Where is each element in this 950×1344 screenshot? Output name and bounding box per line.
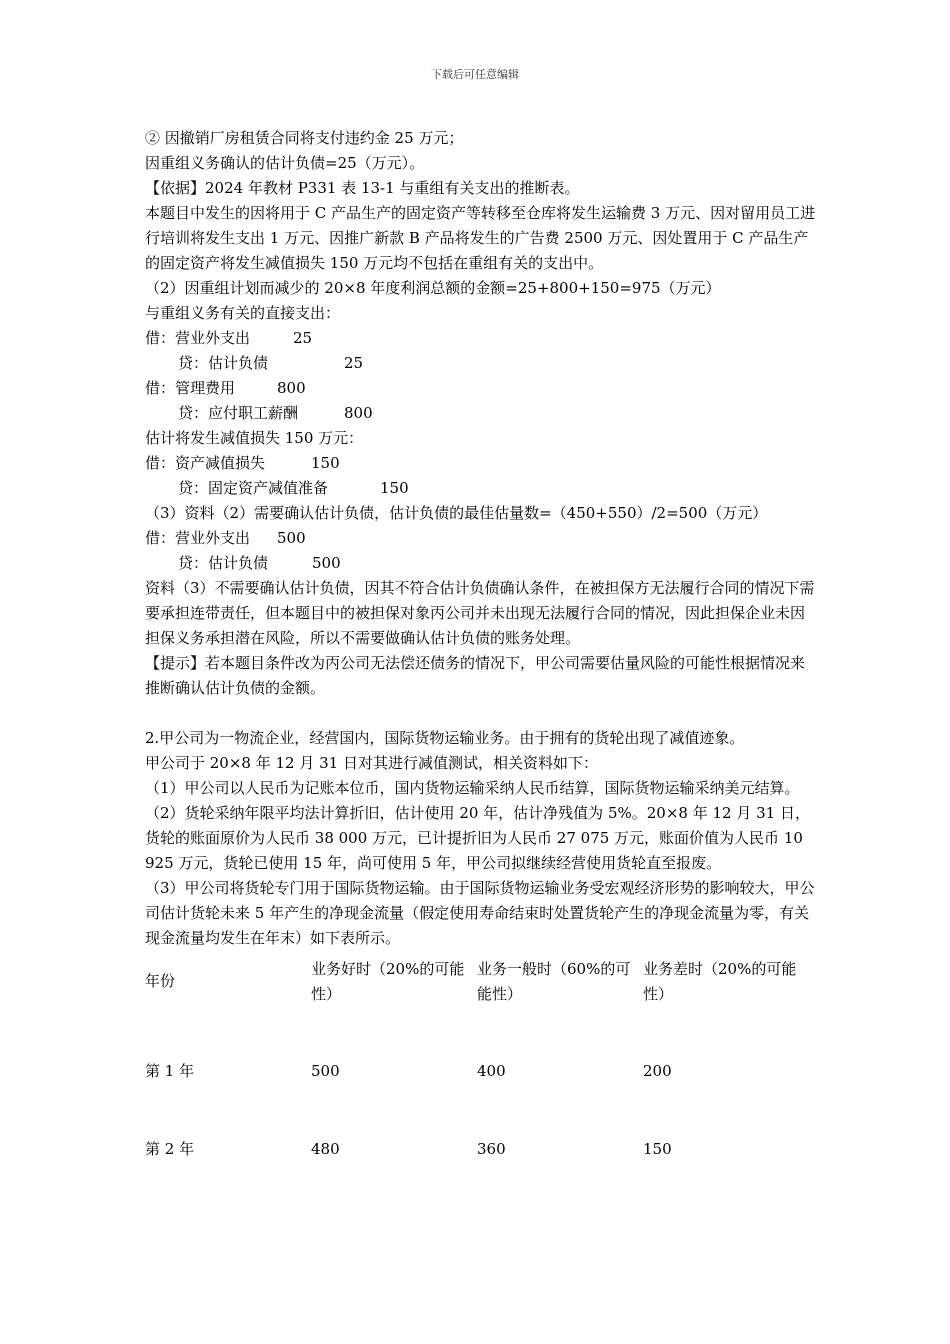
table-header-cell: 年份 xyxy=(145,972,176,990)
spacer xyxy=(145,701,817,726)
entry-amount: 150 xyxy=(311,454,340,472)
table-cell: 400 xyxy=(477,1062,506,1080)
table-cell: 150 xyxy=(643,1140,672,1158)
table-header-cell: 业务一般时（60%的可能性） xyxy=(477,960,631,1003)
text-line: （2）因重组计划而减少的 20×8 年度利润总额的金额=25+800+150=975（万元） xyxy=(145,279,721,297)
entry-amount: 500 xyxy=(312,554,341,572)
journal-entry-debit xyxy=(145,451,817,476)
entry-account: 贷：应付职工薪酬 xyxy=(178,404,299,422)
paragraph: （2）货轮采纳年限平均法计算折旧，估计使用 20 年，估计净残值为 5%。20×8 年 12 月 31 日，货轮的账面原价为人民币 38 000 万元，已计提折旧为人民币 27 075 万元，账面价值为人民币 10 925 万元，货轮已使用 15 年，尚可使用 5 年，甲公司拟继续经营使用货轮直至报废。 xyxy=(145,804,810,872)
journal-entry-credit xyxy=(145,551,817,576)
entry-amount: 800 xyxy=(277,379,306,397)
text-line: 因重组义务确认的估计负债=25（万元）。 xyxy=(145,154,425,172)
text-line: 【依据】2024 年教材 P331 表 13-1 与重组有关支出的推断表。 xyxy=(145,179,580,197)
document-body xyxy=(145,126,817,1215)
entry-amount: 500 xyxy=(277,529,306,547)
journal-entry-credit xyxy=(145,476,817,501)
table-cell: 480 xyxy=(311,1140,340,1158)
entry-amount: 25 xyxy=(293,329,313,347)
paragraph: 资料（3）不需要确认估计负债，因其不符合估计负债确认条件，在被担保方无法履行合同的情况下需要承担连带责任，但本题目中的被担保对象丙公司并未出现无法履行合同的情况，因此担保企业未因担保义务承担潜在风险，所以不需要做确认估计负债的账务处理。 xyxy=(145,579,815,647)
entry-amount: 800 xyxy=(344,404,373,422)
cash-flow-table xyxy=(145,957,813,1215)
table-header-cell: 业务好时（20%的可能性） xyxy=(311,960,465,1003)
entry-amount: 150 xyxy=(380,479,409,497)
page-header: 下载后可任意编辑 xyxy=(431,68,519,81)
table-cell: 360 xyxy=(477,1140,506,1158)
text-line: 与重组义务有关的直接支出： xyxy=(145,304,341,322)
table-cell: 500 xyxy=(311,1062,340,1080)
entry-account: 借：营业外支出 xyxy=(145,329,251,347)
text-line: 甲公司于 20×8 年 12 月 31 日对其进行减值测试，相关资料如下： xyxy=(145,754,598,772)
journal-entry-debit xyxy=(145,326,817,351)
paragraph: 【提示】若本题目条件改为丙公司无法偿还债务的情况下，甲公司需要估量风险的可能性根据情况来推断确认估计负债的金额。 xyxy=(145,654,806,697)
journal-entry-credit xyxy=(145,351,817,376)
text-line: 2.甲公司为一物流企业，经营国内，国际货物运输业务。由于拥有的货轮出现了减值迹象。 xyxy=(145,729,745,747)
journal-entry-debit xyxy=(145,526,817,551)
entry-account: 借：资产减值损失 xyxy=(145,454,266,472)
table-row xyxy=(145,1137,813,1215)
entry-account: 借：管理费用 xyxy=(145,379,236,397)
journal-entry-credit xyxy=(145,401,817,426)
paragraph: （1）甲公司以人民币为记账本位币，国内货物运输采纳人民币结算，国际货物运输采纳美元结算。 xyxy=(145,779,800,797)
table-header-row xyxy=(145,957,813,1059)
paragraph: （3）甲公司将货轮专门用于国际货物运输。由于国际货物运输业务受宏观经济形势的影响较大，甲公司估计货轮未来 5 年产生的净现金流量（假定使用寿命结束时处置货轮产生的净现金流量为零，有关现金流量均发生在年末）如下表所示。 xyxy=(145,879,815,947)
table-cell: 第 1 年 xyxy=(145,1062,195,1080)
entry-account: 贷：估计负债 xyxy=(178,554,269,572)
entry-amount: 25 xyxy=(344,354,364,372)
table-row xyxy=(145,1059,813,1137)
table-cell: 第 2 年 xyxy=(145,1140,195,1158)
entry-account: 借：营业外支出 xyxy=(145,529,251,547)
paragraph: 本题目中发生的因将用于 C 产品生产的固定资产等转移至仓库将发生运输费 3 万元、因对留用员工进行培训将发生支出 1 万元、因推广新款 B 产品将发生的广告费 2500 万元、因处置用于 C 产品生产的固定资产将发生减值损失 150 万元均不包括在重组有关的支出中。 xyxy=(145,204,816,272)
text-line: 估计将发生减值损失 150 万元： xyxy=(145,429,364,447)
table-cell: 200 xyxy=(643,1062,672,1080)
text-line: ② 因撤销厂房租赁合同将支付违约金 25 万元； xyxy=(145,129,464,147)
table-header-cell: 业务差时（20%的可能性） xyxy=(643,960,797,1003)
entry-account: 贷：估计负债 xyxy=(178,354,269,372)
text-line: （3）资料（2）需要确认估计负债，估计负债的最佳估量数=（450+550）/2=500（万元） xyxy=(145,504,768,522)
journal-entry-debit xyxy=(145,376,817,401)
entry-account: 贷：固定资产减值准备 xyxy=(178,479,329,497)
